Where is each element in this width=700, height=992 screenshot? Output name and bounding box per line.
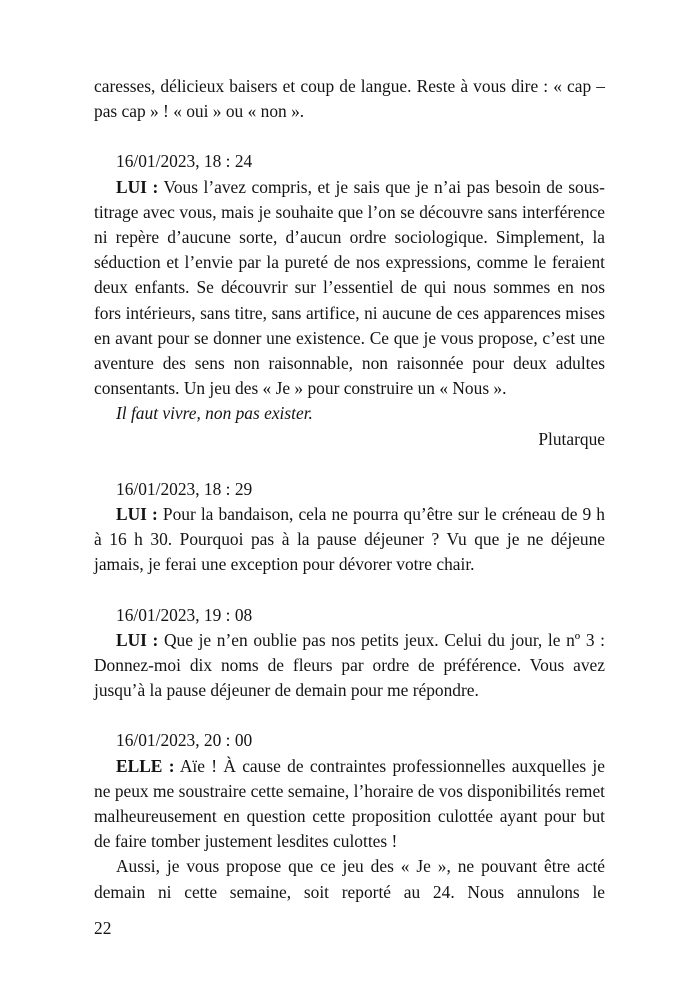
speaker-label: LUI : <box>116 176 159 197</box>
message-timestamp: 16/01/2023, 18 : 29 <box>116 478 253 499</box>
message-text: Que je n’en oublie pas nos petits jeux. Celui du jour, le nº 3 : Donnez-moi dix noms de fleurs par ordre de préférence. Vous avez jusqu’à la pause déjeuner de demain pour me répondre. <box>94 629 605 701</box>
epigraph-author: Plutarque <box>538 428 605 449</box>
spacer <box>94 703 605 728</box>
page-body <box>94 74 605 905</box>
message-timestamp: 16/01/2023, 20 : 00 <box>116 730 253 751</box>
message-timestamp: 16/01/2023, 19 : 08 <box>116 604 253 625</box>
intro-paragraph: caresses, délicieux baisers et coup de langue. Reste à vous dire : « cap – pas cap » ! « oui » ou « non ». <box>94 76 605 122</box>
continuation-paragraph: Aussi, je vous propose que ce jeu des « Je », ne pouvant être acté demain ni cette semaine, soit reporté au 24. Nous annulons le <box>94 856 605 902</box>
spacer <box>94 578 605 603</box>
speaker-label: LUI : <box>116 504 158 525</box>
message-body <box>94 502 605 578</box>
message-text: Aïe ! À cause de contraintes professionnelles auxquelles je ne peux me soustraire cette semaine, l’horaire de vos disponibilités remet malheureusement en question cette proposition culottée ayant pour but de faire tomber justement lesdites culottes ! <box>94 755 605 852</box>
speaker-label: LUI : <box>116 629 159 650</box>
spacer <box>94 124 605 149</box>
message-body <box>94 754 605 855</box>
speaker-label: ELLE : <box>116 755 175 776</box>
message-body <box>94 628 605 704</box>
message-timestamp: 16/01/2023, 18 : 24 <box>116 151 253 172</box>
message-text: Vous l’avez compris, et je sais que je n’ai pas besoin de sous-titrage avec vous, mais je souhaite que l’on se découvre sans interférence ni repère d’aucune sorte, d’aucun ordre sociologique. Simplement, la séduction et l’envie par la pureté de nos expressions, comme le feraient deux enfants. Se découvrir sur l’essentiel de qui nous sommes en nos fors intérieurs, sans titre, sans artifice, ni aucune de ces apparences mises en avant pour se donner une existence. Ce que je vous propose, c’est une aventure des sens non raisonnable, non raisonnée pour deux adultes consentants. Un jeu des « Je » pour construire un « Nous ». <box>94 176 605 399</box>
spacer <box>94 452 605 477</box>
message-body <box>94 175 605 402</box>
epigraph-quote: Il faut vivre, non pas exister. <box>116 403 313 424</box>
page-number: 22 <box>94 918 112 938</box>
message-text: Pour la bandaison, cela ne pourra qu’être sur le créneau de 9 h à 16 h 30. Pourquoi pas à la pause déjeuner ? Vu que je ne déjeune jamais, je ferai une exception pour dévorer votre chair. <box>94 504 605 575</box>
